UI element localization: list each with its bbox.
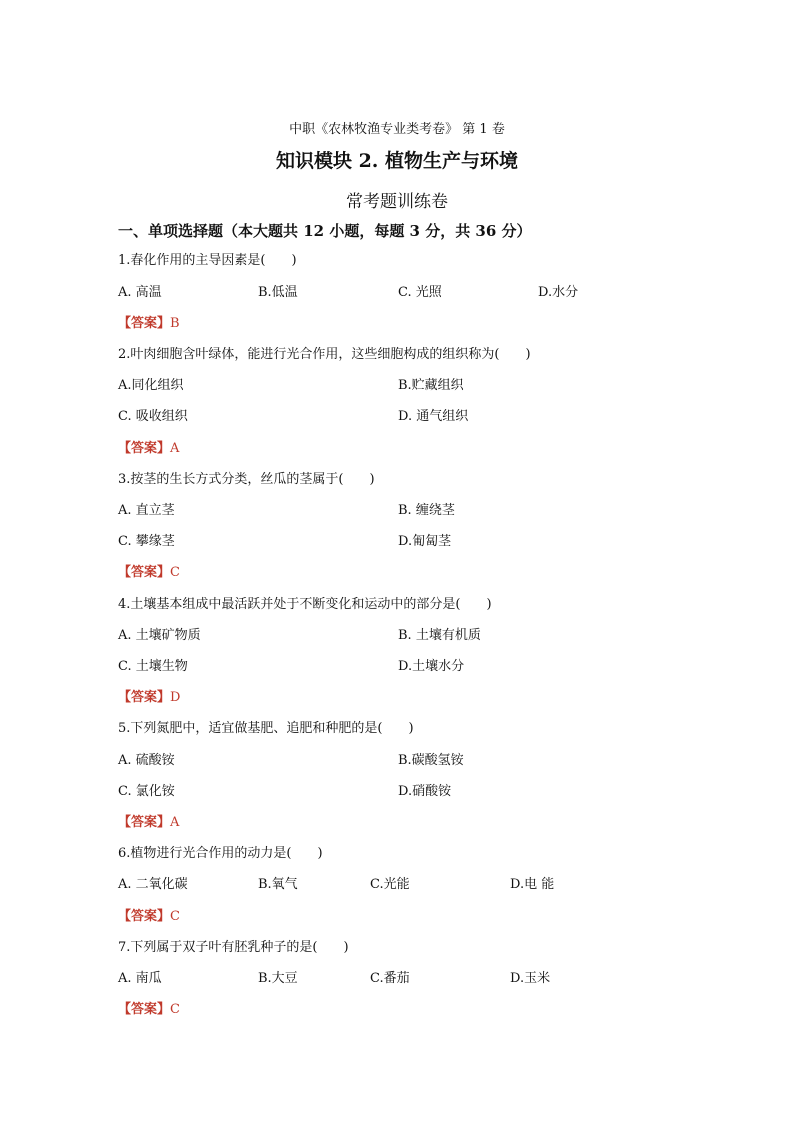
question-6-option-b: B.氧气: [258, 877, 298, 892]
question-6-option-c: C.光能: [370, 877, 410, 892]
question-1-option-d: D.水分: [538, 285, 579, 300]
question-6-answer: [118, 905, 180, 924]
question-5-stem: 5.下列氮肥中，适宜做基肥、追肥和种肥的是( ): [118, 721, 414, 736]
answer-label: 【答案】: [118, 690, 171, 705]
question-7-option-d: D.玉米: [510, 971, 551, 986]
question-2-option-c: C. 吸收组织: [118, 409, 188, 424]
answer-value: C: [170, 1002, 180, 1017]
question-1-option-a: A. 高温: [118, 285, 162, 300]
question-3-stem: 3.按茎的生长方式分类，丝瓜的茎属于( ): [118, 472, 375, 487]
question-3-option-a: A. 直立茎: [118, 503, 175, 518]
answer-label: 【答案】: [118, 316, 171, 331]
answer-value: A: [170, 815, 180, 830]
question-4-answer: [118, 686, 180, 705]
question-4-stem: 4.土壤基本组成中最活跃并处于不断变化和运动中的部分是( ): [118, 597, 492, 612]
section-title: 一、单项选择题（本大题共 12 小题，每题 3 分，共 36 分）: [118, 222, 532, 240]
question-3-option-c: C. 攀缘茎: [118, 534, 175, 549]
question-6-option-d: D.电 能: [510, 877, 555, 892]
question-6-option-a: A. 二氧化碳: [118, 877, 188, 892]
question-6-stem: 6.植物进行光合作用的动力是( ): [118, 846, 323, 861]
answer-value: D: [170, 690, 181, 705]
question-2-option-b: B.贮藏组织: [398, 378, 464, 393]
question-4-option-a: A. 土壤矿物质: [118, 628, 201, 643]
paper-title: 常考题训练卷: [346, 192, 448, 212]
question-2-answer: [118, 437, 179, 456]
question-7-option-a: A. 南瓜: [118, 971, 162, 986]
question-7-stem: 7.下列属于双子叶有胚乳种子的是( ): [118, 940, 349, 955]
question-1-option-b: B.低温: [258, 285, 298, 300]
answer-value: C: [170, 565, 180, 580]
answer-label: 【答案】: [118, 565, 171, 580]
question-5-option-a: A. 硫酸铵: [118, 753, 175, 768]
answer-value: B: [170, 316, 180, 331]
question-1-answer: [118, 312, 180, 331]
question-3-answer: [118, 561, 180, 580]
question-5-option-d: D.硝酸铵: [398, 784, 452, 799]
question-4-option-b: B. 土壤有机质: [398, 628, 481, 643]
question-2-option-d: D. 通气组织: [398, 409, 469, 424]
answer-label: 【答案】: [118, 909, 171, 924]
answer-label: 【答案】: [118, 441, 171, 456]
exam-title: 中职《农林牧渔专业类考卷》 第 1 卷: [289, 122, 505, 137]
question-2-option-a: A.同化组织: [118, 378, 184, 393]
question-3-option-b: B. 缠绕茎: [398, 503, 455, 518]
question-5-option-b: B.碳酸氢铵: [398, 753, 464, 768]
question-7-answer: [118, 998, 180, 1017]
question-5-answer: [118, 811, 179, 830]
module-title: 知识模块 2. 植物生产与环境: [275, 150, 519, 172]
question-2-stem: 2.叶肉细胞含叶绿体，能进行光合作用，这些细胞构成的组织称为( ): [118, 347, 531, 362]
question-1-stem: 1.春化作用的主导因素是( ): [118, 253, 297, 268]
answer-value: A: [170, 441, 180, 456]
question-7-option-c: C.番茄: [370, 971, 410, 986]
answer-label: 【答案】: [118, 1002, 171, 1017]
question-4-option-d: D.土壤水分: [398, 659, 465, 674]
question-3-option-d: D.匍匐茎: [398, 534, 452, 549]
question-1-option-c: C. 光照: [398, 285, 442, 300]
question-5-option-c: C. 氯化铵: [118, 784, 175, 799]
question-4-option-c: C. 土壤生物: [118, 659, 188, 674]
question-7-option-b: B.大豆: [258, 971, 298, 986]
answer-value: C: [170, 909, 180, 924]
answer-label: 【答案】: [118, 815, 171, 830]
